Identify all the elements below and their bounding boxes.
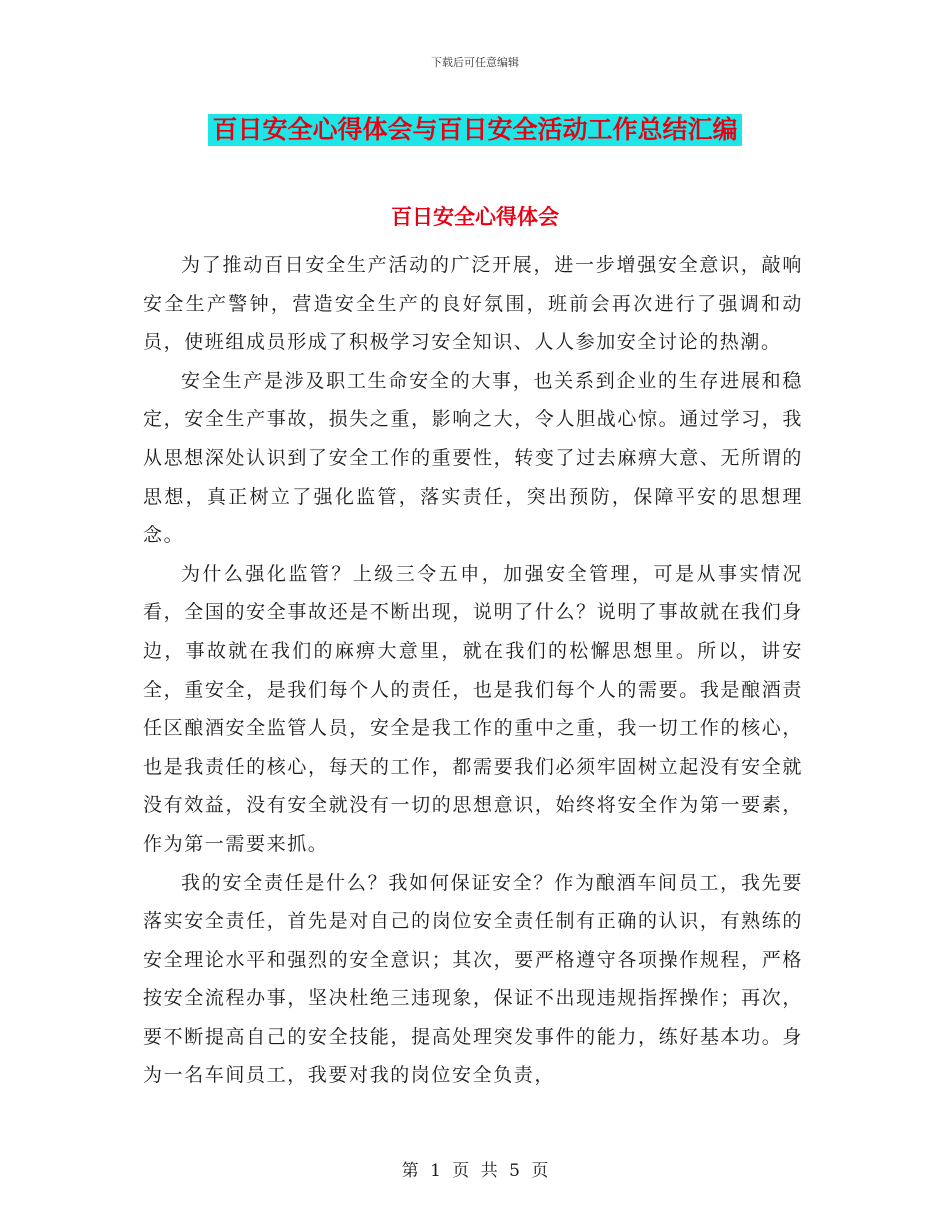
page-footer: 第 1 页 共 5 页 — [401, 1161, 549, 1181]
paragraph: 安全生产是涉及职工生命安全的大事，也关系到企业的生存进展和稳定，安全生产事故，损失之重，影响之大，令人胆战心惊。通过学习，我从思想深处认识到了安全工作的重要性，转变了过去麻痹大意、无所谓的思想，真正树立了强化监管，落实责任，突出预防，保障平安的思想理念。 — [143, 369, 803, 547]
main-title-container — [0, 114, 950, 146]
header-note: 下载后可任意编辑 — [431, 56, 519, 69]
paragraph: 为什么强化监管？上级三令五申，加强安全管理，可是从事实情况看，全国的安全事故还是不断出现，说明了什么？说明了事故就在我们身边，事故就在我们的麻痹大意里，就在我们的松懈思想里。所以，讲安全，重安全，是我们每个人的责任，也是我们每个人的需要。我是酿酒责任区酿酒安全监管人员，安全是我工作的重中之重，我一切工作的核心，也是我责任的核心，每天的工作，都需要我们必须牢固树立起没有安全就没有效益，没有安全就没有一切的思想意识，始终将安全作为第一要素，作为第一需要来抓。 — [143, 562, 803, 855]
document-body — [143, 246, 803, 1095]
paragraph: 为了推动百日安全生产活动的广泛开展，进一步增强安全意识，敲响安全生产警钟，营造安全生产的良好氛围，班前会再次进行了强调和动员，使班组成员形成了积极学习安全知识、人人参加安全讨论的热潮。 — [143, 254, 803, 354]
paragraph: 我的安全责任是什么？我如何保证安全？作为酿酒车间员工，我先要落实安全责任，首先是对自己的岗位安全责任制有正确的认识，有熟练的安全理论水平和强烈的安全意识；其次，要严格遵守各项操作规程，严格按安全流程办事，坚决杜绝三违现象，保证不出现违规指挥操作；再次，要不断提高自己的安全技能，提高处理突发事件的能力，练好基本功。身为一名车间员工，我要对我的岗位安全负责， — [143, 871, 803, 1087]
document-title: 百日安全心得体会与百日安全活动工作总结汇编 — [208, 114, 741, 146]
section-title: 百日安全心得体会 — [391, 205, 559, 229]
